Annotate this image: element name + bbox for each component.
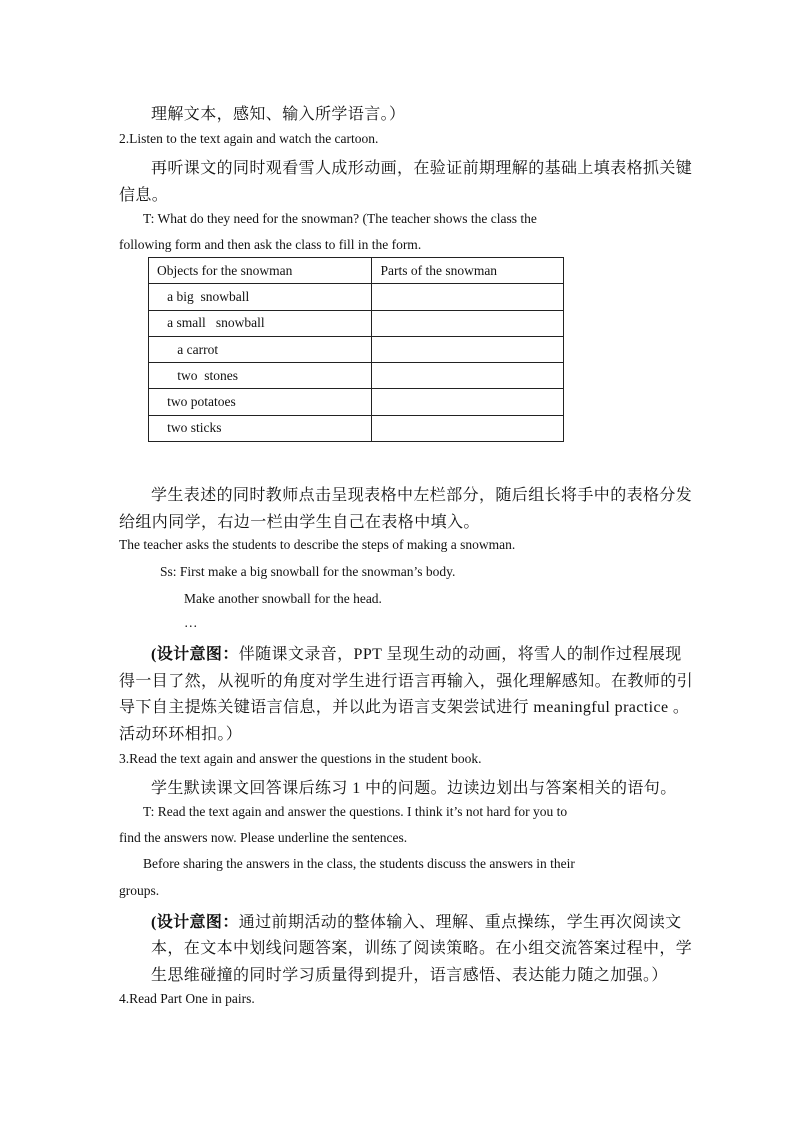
table-header-row (149, 258, 564, 284)
part-cell (372, 336, 564, 362)
design-intent-label: 设计意图： (156, 914, 239, 931)
teacher-prompt-line-2: find the answers now. Please underline the sentences. (119, 830, 408, 845)
step-3-description: 学生默读课文回答课后练习 1 中的问题。边读边划出与答案相关的语句。 (151, 780, 677, 797)
design-intent-text: 伴随课文录音，PPT 呈现生动的动画，将雪人的制作过程展现 (238, 646, 682, 663)
table-header-cell: Objects for the snowman (149, 258, 372, 284)
design-intent-label: 设计意图： (156, 646, 239, 663)
ellipsis: … (184, 615, 198, 630)
step-2-heading: 2.Listen to the text again and watch the cartoon. (119, 131, 379, 146)
design-intent-2-line-2: 本，在文本中划线问题答案，训练了阅读策略。在小组交流答案过程中，学 (151, 940, 693, 957)
design-intent-2-line-1 (151, 909, 682, 932)
table-row (149, 284, 564, 310)
after-table-line-1: 学生表述的同时教师点击呈现表格中左栏部分，随后组长将手中的表格分发 (151, 487, 693, 504)
object-cell: a big snowball (149, 284, 372, 310)
part-cell (372, 389, 564, 415)
object-cell: a carrot (149, 336, 372, 362)
part-cell (372, 415, 564, 441)
design-intent-1-line-3: 导下自主提炼关键语言信息，并以此为语言支架尝试进行 meaningful practice 。 (119, 699, 690, 716)
paragraph-continuation: 理解文本，感知、输入所学语言。） (151, 106, 406, 123)
table-row (149, 389, 564, 415)
step-2-description-line-1: 再听课文的同时观看雪人成形动画，在验证前期理解的基础上填表格抓关键 (151, 160, 693, 177)
table-row (149, 336, 564, 362)
student-response-line-1: Ss: First make a big snowball for the snowman’s body. (160, 564, 456, 579)
step-4-heading: 4.Read Part One in pairs. (119, 991, 255, 1006)
table-row (149, 310, 564, 336)
teacher-instruction: The teacher asks the students to describe the steps of making a snowman. (119, 537, 516, 552)
teacher-prompt-line-1: T: Read the text again and answer the questions. I think it’s not hard for you to (143, 804, 568, 819)
object-cell: a small snowball (149, 310, 372, 336)
group-discussion-line-2: groups. (119, 883, 160, 898)
after-table-line-2: 给组内同学，右边一栏由学生自己在表格中填入。 (119, 514, 480, 531)
design-intent-1-line-2: 得一目了然，从视听的角度对学生进行语言再输入，强化理解感知。在教师的引 (119, 673, 694, 690)
group-discussion-line-1: Before sharing the answers in the class, the students discuss the answers in their (143, 856, 575, 871)
table-row (149, 363, 564, 389)
part-cell (372, 363, 564, 389)
table-row (149, 415, 564, 441)
object-cell: two sticks (149, 415, 372, 441)
step-2-description-line-2: 信息。 (119, 187, 169, 204)
teacher-question-line-1: T: What do they need for the snowman? (The teacher shows the class the (143, 211, 537, 226)
table-header-cell: Parts of the snowman (372, 258, 564, 284)
object-cell: two stones (149, 363, 372, 389)
design-intent-1-line-4: 活动环环相扣。） (119, 726, 243, 743)
design-intent-1-line-1 (151, 641, 682, 664)
teacher-question-line-2: following form and then ask the class to fill in the form. (119, 237, 422, 252)
design-intent-2-line-3: 生思维碰撞的同时学习质量得到提升，语言感悟、表达能力随之加强。） (151, 967, 668, 984)
part-cell (372, 284, 564, 310)
student-response-line-2: Make another snowball for the head. (184, 591, 382, 606)
design-intent-open-paren: ( (151, 646, 157, 663)
design-intent-open-paren: ( (151, 914, 157, 931)
part-cell (372, 310, 564, 336)
object-cell: two potatoes (149, 389, 372, 415)
snowman-form-table (148, 257, 564, 442)
step-3-heading: 3.Read the text again and answer the questions in the student book. (119, 751, 482, 766)
design-intent-text: 通过前期活动的整体输入、理解、重点操练，学生再次阅读文 (238, 914, 682, 931)
